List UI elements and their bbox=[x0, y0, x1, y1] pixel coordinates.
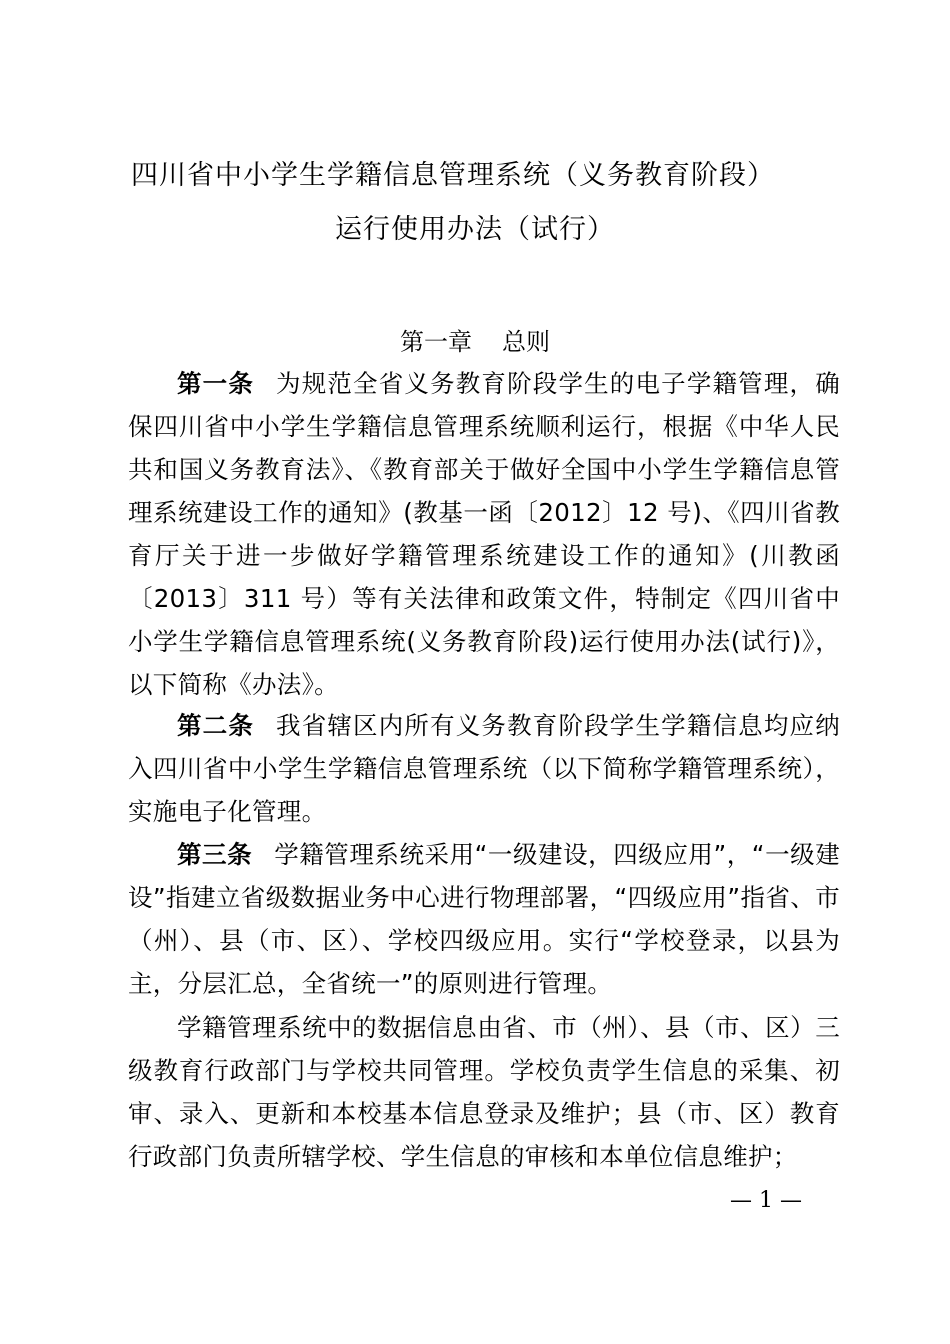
article-2-text: 我省辖区内所有义务教育阶段学生学籍信息均应纳入四川省中小学生学籍信息管理系统（以下简称学籍管理系统），实施电子化管理。 bbox=[128, 711, 840, 826]
article-1 bbox=[128, 362, 840, 706]
article-2-label: 第二条 bbox=[177, 711, 255, 740]
chapter-name: 总则 bbox=[502, 328, 550, 356]
document-title-line-1: 四川省中小学生学籍信息管理系统（义务教育阶段） bbox=[131, 160, 775, 191]
article-1-label: 第一条 bbox=[177, 369, 255, 398]
article-3-label: 第三条 bbox=[177, 840, 253, 869]
document-title-line-2: 运行使用办法（试行） bbox=[335, 214, 615, 245]
page-number: — 1 — bbox=[730, 1188, 802, 1213]
article-3-paragraph-2: 学籍管理系统中的数据信息由省、市（州）、县（市、区）三级教育行政部门与学校共同管理。学校负责学生信息的采集、初审、录入、更新和本校基本信息登录及维护；县（市、区）教育行政部门负责所辖学校、学生信息的审核和本单位信息维护； bbox=[128, 1013, 840, 1171]
article-3-text: 学籍管理系统采用“一级建设，四级应用”，“一级建设”指建立省级数据业务中心进行物理部署，“四级应用”指省、市（州）、县（市、区）、学校四级应用。实行“学校登录，以县为主，分层汇总，全省统一”的原则进行管理。 bbox=[128, 840, 840, 998]
chapter-heading bbox=[0, 325, 950, 359]
article-1-text: 为规范全省义务教育阶段学生的电子学籍管理，确保四川省中小学生学籍信息管理系统顺利运行，根据《中华人民共和国义务教育法》、《教育部关于做好全国中小学生学籍信息管理系统建设工作的通知》(教基一函〔2012〕12 号)、《四川省教育厅关于进一步做好学籍管理系统建设工作的通知》(川教函〔2013〕311 号）等有关法律和政策文件，特制定《四川省中小学生学籍信息管理系统(义务教育阶段)运行使用办法(试行)》，以下简称《办法》。 bbox=[128, 369, 840, 699]
article-2 bbox=[128, 704, 840, 833]
chapter-number: 第一章 bbox=[400, 328, 472, 356]
article-3 bbox=[128, 833, 840, 1005]
